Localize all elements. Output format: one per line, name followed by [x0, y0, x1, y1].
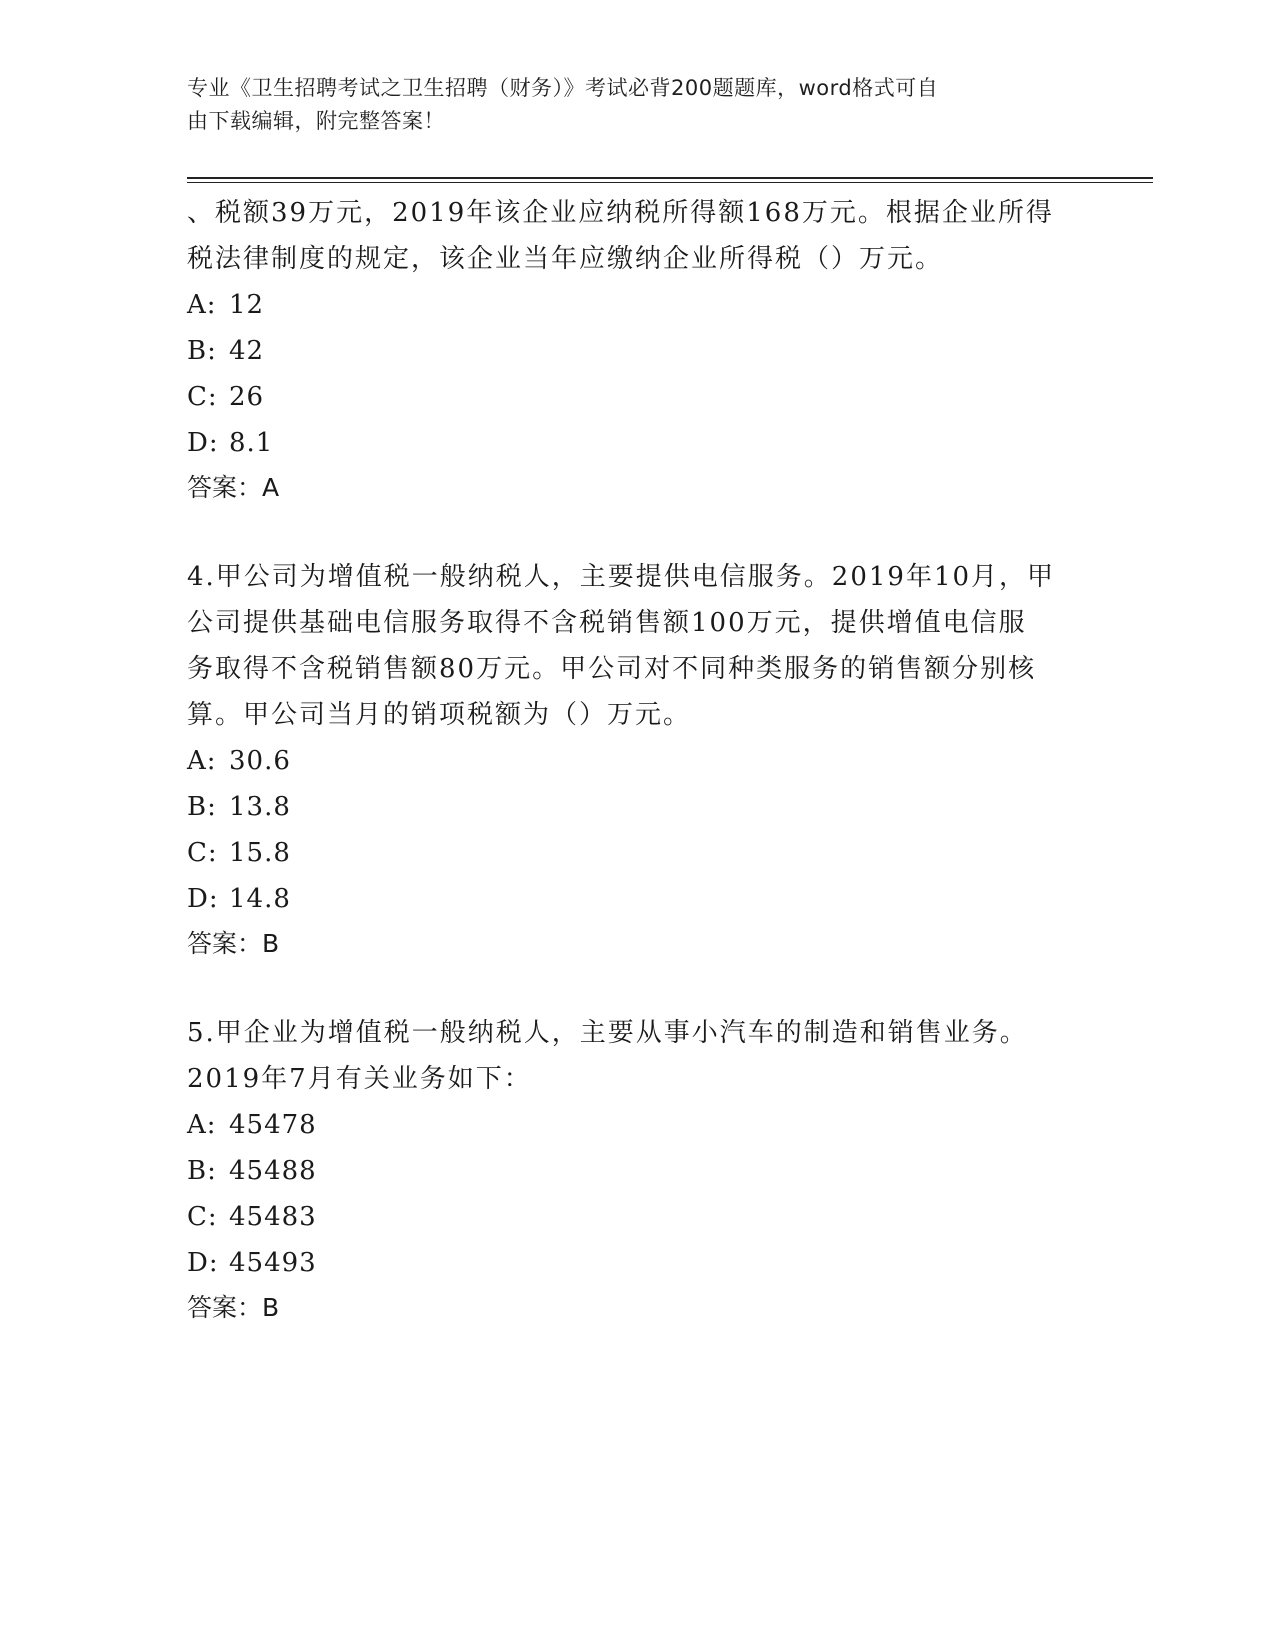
question-4-answer: 答案：B	[187, 929, 280, 958]
question-3-line-1: 、税额39万元，2019年该企业应纳税所得额168万元。根据企业所得	[187, 198, 1054, 228]
question-5-option-d	[187, 1240, 1087, 1286]
option-value: 12	[229, 290, 265, 320]
question-5-line-1: 5.甲企业为增值税一般纳税人，主要从事小汽车的制造和销售业务。	[187, 1018, 1028, 1048]
option-key: C:	[187, 1202, 218, 1232]
option-key: B:	[187, 336, 217, 366]
spacer	[187, 966, 1087, 1010]
option-key: B:	[187, 792, 217, 822]
question-4-line-3: 务取得不含税销售额80万元。甲公司对不同种类服务的销售额分别核	[187, 654, 1037, 684]
question-4-line-4: 算。甲公司当月的销项税额为（）万元。	[187, 700, 692, 730]
question-4-option-b	[187, 784, 1087, 830]
spacer	[187, 510, 1087, 554]
question-3-option-a	[187, 282, 1087, 328]
option-key: C:	[187, 382, 218, 412]
question-4-line-2: 公司提供基础电信服务取得不含税销售额100万元，提供增值电信服	[187, 608, 1027, 638]
question-5	[187, 1010, 1087, 1330]
option-value: 45493	[229, 1248, 317, 1278]
option-key: D:	[187, 1248, 219, 1278]
option-key: D:	[187, 428, 219, 458]
question-5-option-a	[187, 1102, 1087, 1148]
document-header	[187, 72, 1067, 138]
question-3-option-b	[187, 328, 1087, 374]
question-4-option-a	[187, 738, 1087, 784]
option-key: C:	[187, 838, 218, 868]
question-3-option-d	[187, 420, 1087, 466]
question-4-option-c	[187, 830, 1087, 876]
option-value: 14.8	[229, 884, 291, 914]
option-value: 42	[229, 336, 265, 366]
option-value: 13.8	[229, 792, 291, 822]
question-list	[187, 190, 1087, 1330]
option-value: 45483	[229, 1202, 317, 1232]
header-line-1: 专业《卫生招聘考试之卫生招聘（财务）》考试必背200题题库，word格式可自	[187, 76, 939, 100]
option-key: A:	[187, 290, 217, 320]
option-value: 8.1	[229, 428, 274, 458]
question-3-option-c	[187, 374, 1087, 420]
question-3	[187, 190, 1087, 510]
option-key: D:	[187, 884, 219, 914]
question-5-option-b	[187, 1148, 1087, 1194]
question-4-option-d	[187, 876, 1087, 922]
question-5-answer: 答案：B	[187, 1293, 280, 1322]
option-value: 30.6	[229, 746, 291, 776]
question-4	[187, 554, 1087, 966]
header-divider-thick	[187, 177, 1153, 179]
option-value: 45478	[229, 1110, 317, 1140]
header-divider-thin	[187, 182, 1153, 183]
question-3-answer: 答案：A	[187, 473, 280, 502]
question-5-line-2: 2019年7月有关业务如下：	[187, 1064, 532, 1094]
option-value: 15.8	[229, 838, 291, 868]
option-key: A:	[187, 1110, 217, 1140]
option-value: 45488	[229, 1156, 317, 1186]
option-value: 26	[229, 382, 265, 412]
question-3-line-2: 税法律制度的规定，该企业当年应缴纳企业所得税（）万元。	[187, 244, 944, 274]
option-key: A:	[187, 746, 217, 776]
question-5-option-c	[187, 1194, 1087, 1240]
header-line-2: 由下载编辑，附完整答案！	[187, 109, 445, 133]
option-key: B:	[187, 1156, 217, 1186]
question-4-line-1: 4.甲公司为增值税一般纳税人，主要提供电信服务。2019年10月，甲	[187, 562, 1056, 592]
